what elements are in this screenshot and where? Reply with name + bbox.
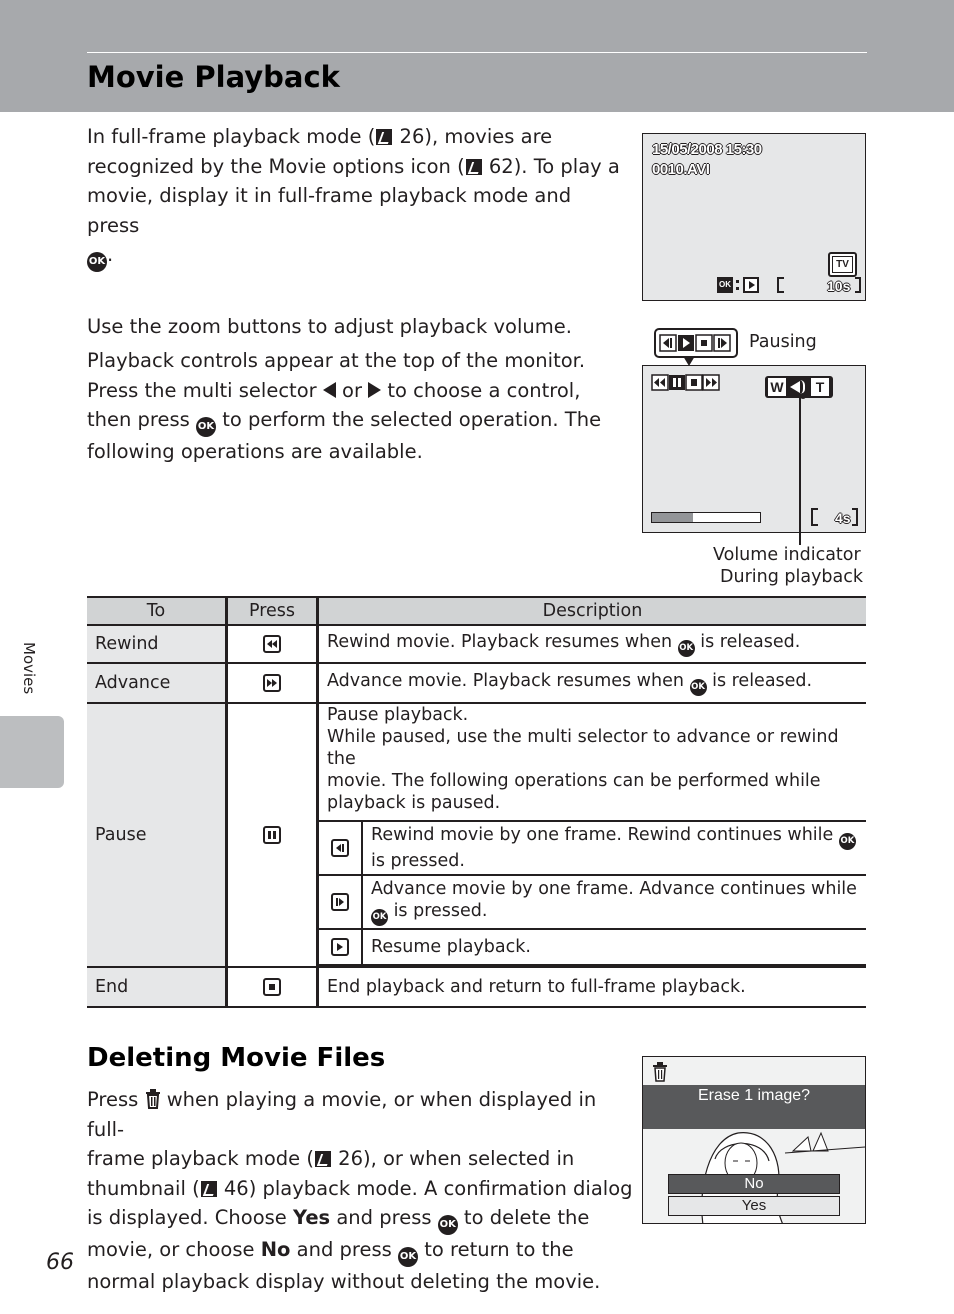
deleting-text: movie, or choose: [87, 1238, 261, 1261]
intro-text: In full-frame playback mode (: [87, 125, 376, 148]
row-label-pause: Pause: [87, 703, 227, 967]
row-label-end: End: [87, 967, 227, 1007]
ok-button-icon: OK: [438, 1215, 458, 1235]
row-label-advance: Advance: [87, 663, 227, 703]
stop-icon: [263, 978, 281, 996]
side-tab-label: Movies: [20, 642, 38, 695]
progress-bar-fill: [652, 513, 693, 522]
frame-rewind-icon: [331, 839, 349, 857]
side-tab: [0, 716, 64, 788]
header-description: Description: [318, 597, 867, 625]
description-text: is released.: [694, 631, 801, 652]
intro-text: .: [107, 243, 114, 266]
rewind-icon: [263, 635, 281, 653]
header-rule: [87, 52, 867, 53]
section-title: Deleting Movie Files: [87, 1043, 386, 1073]
pause-subtable: [319, 704, 866, 966]
table-row: [87, 703, 866, 967]
playback-controls-callout: [654, 328, 738, 358]
row-label-rewind: Rewind: [87, 625, 227, 663]
ok-button-icon: OK: [678, 640, 695, 657]
description-text: Rewind movie by one frame. Rewind continues while: [371, 825, 839, 845]
sub-description: [362, 875, 866, 929]
sub-icon-cell: [319, 821, 362, 875]
controls-text: to perform the selected operation. The: [216, 408, 602, 431]
press-cell: [227, 625, 318, 663]
description-text: movie. The following operations can be performed while: [327, 771, 821, 791]
page-reference-icon: [376, 129, 392, 145]
zoom-tele-icon: T: [811, 378, 829, 396]
pausing-label: Pausing: [749, 332, 817, 352]
sub-row: [319, 821, 866, 875]
deleting-text: frame playback mode (: [87, 1147, 314, 1170]
option-no-button[interactable]: No: [668, 1174, 840, 1194]
trash-icon: [650, 1062, 670, 1082]
page-reference-icon: [466, 159, 482, 175]
bracket-icon: [777, 277, 784, 293]
speaker-icon: [790, 381, 800, 393]
ok-button-icon: OK: [196, 417, 216, 437]
sub-row: [319, 875, 866, 929]
movie-options-icon: [828, 252, 857, 277]
file-name-readout: 0010.AVI: [652, 161, 710, 178]
intro-text: movie, display it in full-frame playback mode and press: [87, 184, 572, 237]
controls-text: to choose a control,: [381, 378, 581, 402]
deleting-paragraph: [87, 1085, 635, 1297]
ok-button-icon: OK: [371, 909, 388, 926]
table-row: [87, 625, 866, 663]
description-text: Advance movie by one frame. Advance continues while: [371, 879, 857, 899]
time-remaining: 4s: [835, 510, 851, 526]
deleting-text: is displayed. Choose: [87, 1206, 293, 1229]
description-text: is pressed.: [371, 851, 465, 871]
sub-row: [319, 929, 866, 965]
sub-icon-cell: [319, 929, 362, 965]
description-text: While paused, use the multi selector to advance or rewind the: [327, 727, 839, 769]
page-reference-icon: [201, 1181, 217, 1197]
operations-table: [87, 596, 866, 1008]
header-to: To: [87, 597, 227, 625]
deleting-text: Press: [87, 1088, 145, 1111]
left-arrow-icon: [323, 382, 336, 398]
fast-forward-icon: [263, 674, 281, 692]
play-icon: [331, 938, 349, 956]
intro-paragraph: [87, 122, 627, 272]
sub-description: [362, 821, 866, 875]
tv-label: TV: [832, 256, 853, 273]
controls-text: following operations are available.: [87, 440, 423, 463]
ok-button-icon: OK: [839, 833, 856, 850]
controls-text: Playback controls appear at the top of the monitor.: [87, 349, 586, 372]
deleting-text: thumbnail (: [87, 1176, 200, 1200]
option-yes-button[interactable]: Yes: [668, 1196, 840, 1216]
table-row: [87, 663, 866, 703]
description-text: Advance movie. Playback resumes when: [327, 670, 690, 691]
sub-icon-cell: [319, 875, 362, 929]
ok-button-icon: OK: [690, 679, 707, 696]
deleting-text: and press: [290, 1238, 399, 1261]
header-press: Press: [227, 597, 318, 625]
playback-controls-icon: [651, 374, 723, 392]
trash-icon: [145, 1089, 161, 1109]
intro-text: 26), movies are: [393, 125, 553, 148]
description-text: playback is paused.: [327, 793, 501, 813]
volume-leader-line: [799, 395, 801, 545]
camera-screen-playback: [642, 365, 866, 533]
description-cell: [318, 625, 867, 663]
page-title: Movie Playback: [87, 60, 340, 94]
camera-screen-erase: [642, 1056, 866, 1224]
ok-icon: OK: [717, 277, 733, 293]
description-text: Pause playback.: [327, 705, 469, 725]
press-cell: [227, 663, 318, 703]
play-icon: [743, 277, 759, 293]
page-reference-icon: [315, 1151, 331, 1167]
erase-prompt: Erase 1 image?: [697, 1087, 811, 1104]
deleting-text: 26), or when selected in: [331, 1147, 575, 1170]
controls-text: Press the multi selector: [87, 378, 323, 402]
deleting-text: normal playback display without deleting the movie.: [87, 1270, 601, 1293]
table-row: [87, 967, 866, 1007]
controls-text: then press: [87, 408, 197, 431]
pause-icon: [263, 826, 281, 844]
bracket-icon: [855, 277, 861, 293]
press-cell: [227, 967, 318, 1007]
ok-button-icon: OK: [398, 1247, 418, 1267]
frame-advance-icon: [331, 893, 349, 911]
header-band: [0, 0, 954, 112]
description-cell: [318, 703, 867, 967]
description-text: is pressed.: [388, 901, 488, 921]
camera-screen-fullframe: [642, 133, 866, 301]
no-keyword: No: [260, 1238, 291, 1261]
zoom-wide-icon: W: [768, 378, 786, 396]
controls-paragraph: [87, 346, 627, 467]
during-playback-label: During playback: [720, 567, 864, 587]
deleting-text: to delete the: [457, 1206, 590, 1229]
bracket-icon: [852, 508, 858, 526]
deleting-text: to return to the: [418, 1238, 574, 1261]
description-cell: End playback and return to full-frame playback.: [318, 967, 867, 1007]
sub-description: Resume playback.: [362, 929, 866, 965]
pause-description: [319, 704, 866, 821]
page-number: 66: [46, 1250, 74, 1275]
controls-text: or: [335, 378, 369, 402]
volume-text: Use the zoom buttons to adjust playback volume.: [87, 315, 572, 338]
intro-text: recognized by the Movie options icon (: [87, 154, 465, 178]
yes-keyword: Yes: [292, 1206, 331, 1229]
deleting-text: 46) playback mode. A confirmation dialog: [217, 1176, 633, 1200]
deleting-text: and press: [330, 1206, 438, 1229]
description-text: is released.: [706, 670, 813, 691]
bracket-icon: [811, 508, 818, 526]
date-time-readout: 15/05/2008 15:30: [652, 141, 762, 158]
table-header-row: [87, 597, 866, 625]
intro-text: 62). To play a: [482, 154, 620, 178]
movie-duration: 10s: [827, 278, 851, 294]
right-arrow-icon: [368, 382, 381, 398]
deleting-text: when playing a movie, or when displayed in full-: [87, 1088, 597, 1141]
colon-icon: [736, 280, 739, 283]
progress-bar: [651, 512, 761, 523]
description-cell: [318, 663, 867, 703]
ok-button-icon: OK: [87, 252, 107, 272]
volume-indicator-label: Volume indicator: [713, 545, 861, 565]
description-text: Rewind movie. Playback resumes when: [327, 631, 678, 652]
press-cell: [227, 703, 318, 967]
